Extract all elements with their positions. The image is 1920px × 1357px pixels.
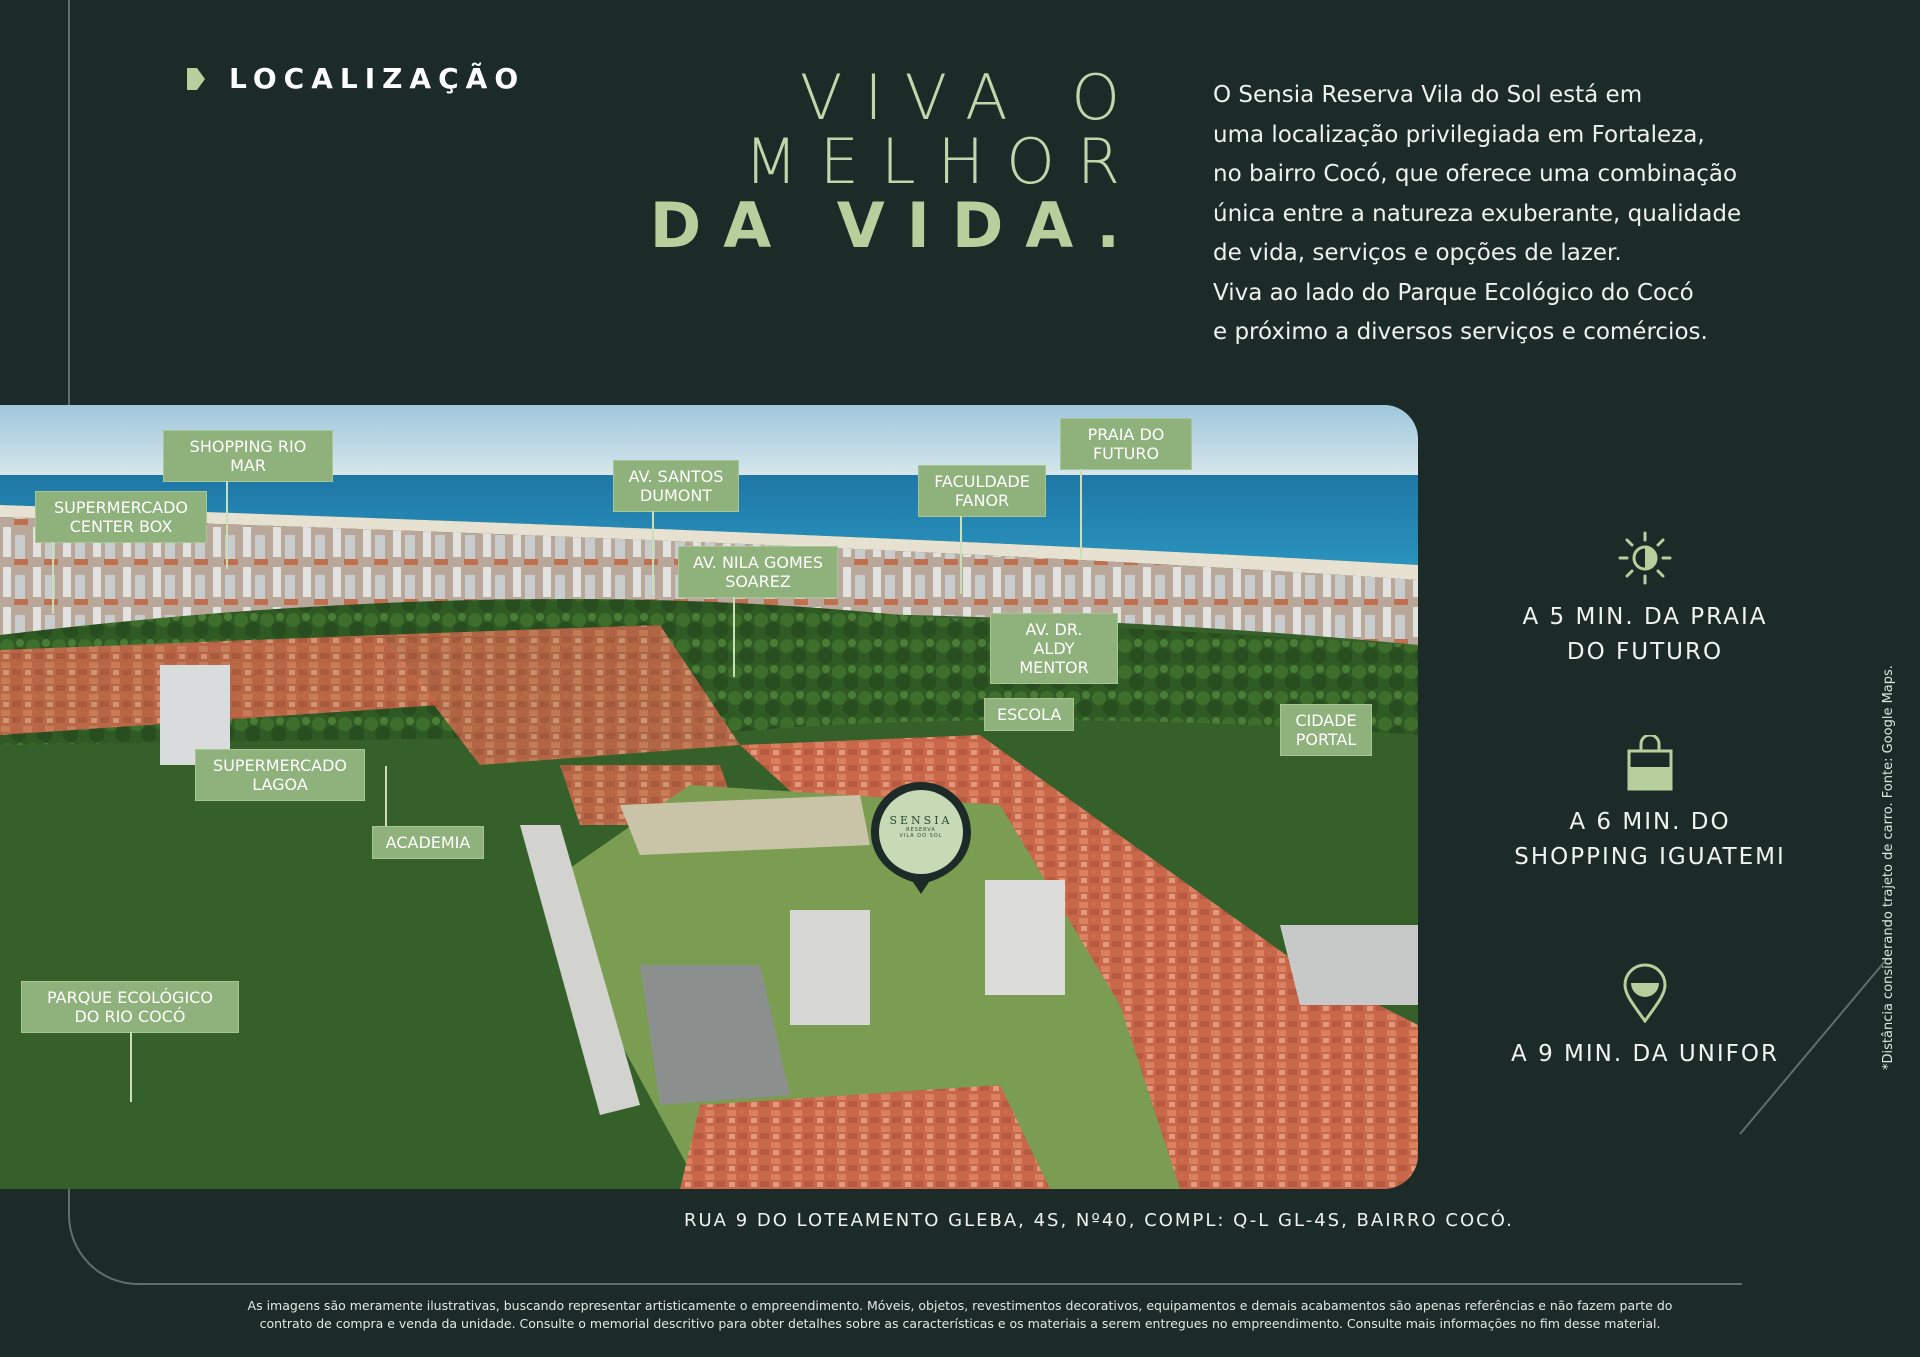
headline [649,61,1142,262]
feature-praia [1500,530,1790,670]
leader-line [1080,469,1082,559]
headline-line-1: VIVA O [799,61,1142,134]
intro-line: única entre a natureza exuberante, qualidade [1213,200,1742,227]
map-label-av-dr-aldy-mentor: AV. DR. ALDY MENTOR [990,613,1118,684]
pin-logo-sub1: RESERVA [906,827,936,833]
source-note: *Distância considerando trajeto de carro. Fonte: Google Maps. [1881,665,1896,1070]
leader-line [733,597,735,677]
intro-line: de vida, serviços e opções de lazer. [1213,240,1622,266]
map-label-escola: ESCOLA [984,698,1074,731]
disclaimer-line: contrato de compra e venda da unidade. Consulte o memorial descritivo para obter detalhes sobre as características e os materiais a serem entregues no empreendimento. Consulte mais informações no fim desse material. [259,1316,1661,1331]
location-pin-icon [1622,963,1668,1023]
feature-shopping-line1: A 6 MIN. DO [1569,809,1731,835]
section-title: LOCALIZAÇÃO [229,62,526,95]
intro-line: Viva ao lado do Parque Ecológico do Cocó [1213,279,1694,306]
frame-line-bottom-right [1566,1283,1742,1285]
disclaimer-line: As imagens são meramente ilustrativas, buscando representar artisticamente o empreendimento. Móveis, objetos, revestimentos decorativos, equipamentos e demais acabamentos são apenas referências e não fazem parte do [247,1298,1673,1313]
leader-line [130,1032,132,1102]
map-label-av-nila-gomes-soarez: AV. NILA GOMES SOAREZ [678,546,838,598]
disclaimer [220,1297,1700,1333]
feature-unifor-line1: A 9 MIN. DA UNIFOR [1511,1041,1779,1067]
play-arrow-icon [185,66,207,92]
feature-unifor [1500,963,1790,1072]
map-label-supermercado-center-box: SUPERMERCADO CENTER BOX [35,491,207,543]
section-header [185,62,525,95]
headline-line-2: MELHOR [744,125,1142,198]
map-label-praia-do-futuro: PRAIA DO FUTURO [1060,418,1192,470]
shopping-bag-icon [1625,735,1675,791]
leader-line [652,511,654,595]
pin-logo [877,814,965,839]
map-label-parque-ecologico: PARQUE ECOLÓGICO DO RIO COCÓ [21,981,239,1033]
map-label-cidade-portal: CIDADE PORTAL [1280,704,1372,756]
intro-line: e próximo a diversos serviços e comércios. [1213,319,1708,345]
leader-line [226,481,228,569]
feature-praia-line2: DO FUTURO [1566,639,1724,665]
map-label-av-santos-dumont: AV. SANTOS DUMONT [613,460,739,512]
pin-logo-sub2: VILA DO SOL [899,833,943,839]
intro-line: O Sensia Reserva Vila do Sol está em [1213,82,1643,108]
feature-shopping [1495,735,1805,875]
leader-line [52,542,54,614]
intro-text [1213,76,1813,353]
map-label-supermercado-lagoa: SUPERMERCADO LAGOA [195,749,365,801]
pin-logo-brand: SENSIA [889,814,953,827]
map-label-academia: ACADEMIA [372,826,484,859]
map-label-shopping-rio-mar: SHOPPING RIO MAR [163,430,333,482]
map-label-faculdade-fanor: FACULDADE FANOR [918,465,1046,517]
address: RUA 9 DO LOTEAMENTO GLEBA, 4S, Nº40, COMPL: Q-L GL-4S, BAIRRO COCÓ. [684,1210,1514,1231]
intro-line: no bairro Cocó, que oferece uma combinação [1213,161,1738,187]
headline-line-3: DA VIDA. [649,189,1142,262]
feature-shopping-line2: SHOPPING IGUATEMI [1514,844,1786,870]
leader-line [960,516,962,594]
intro-line: uma localização privilegiada em Fortaleza, [1213,121,1705,148]
leader-line [385,766,387,826]
sun-icon [1617,530,1673,586]
feature-praia-line1: A 5 MIN. DA PRAIA [1522,604,1768,630]
